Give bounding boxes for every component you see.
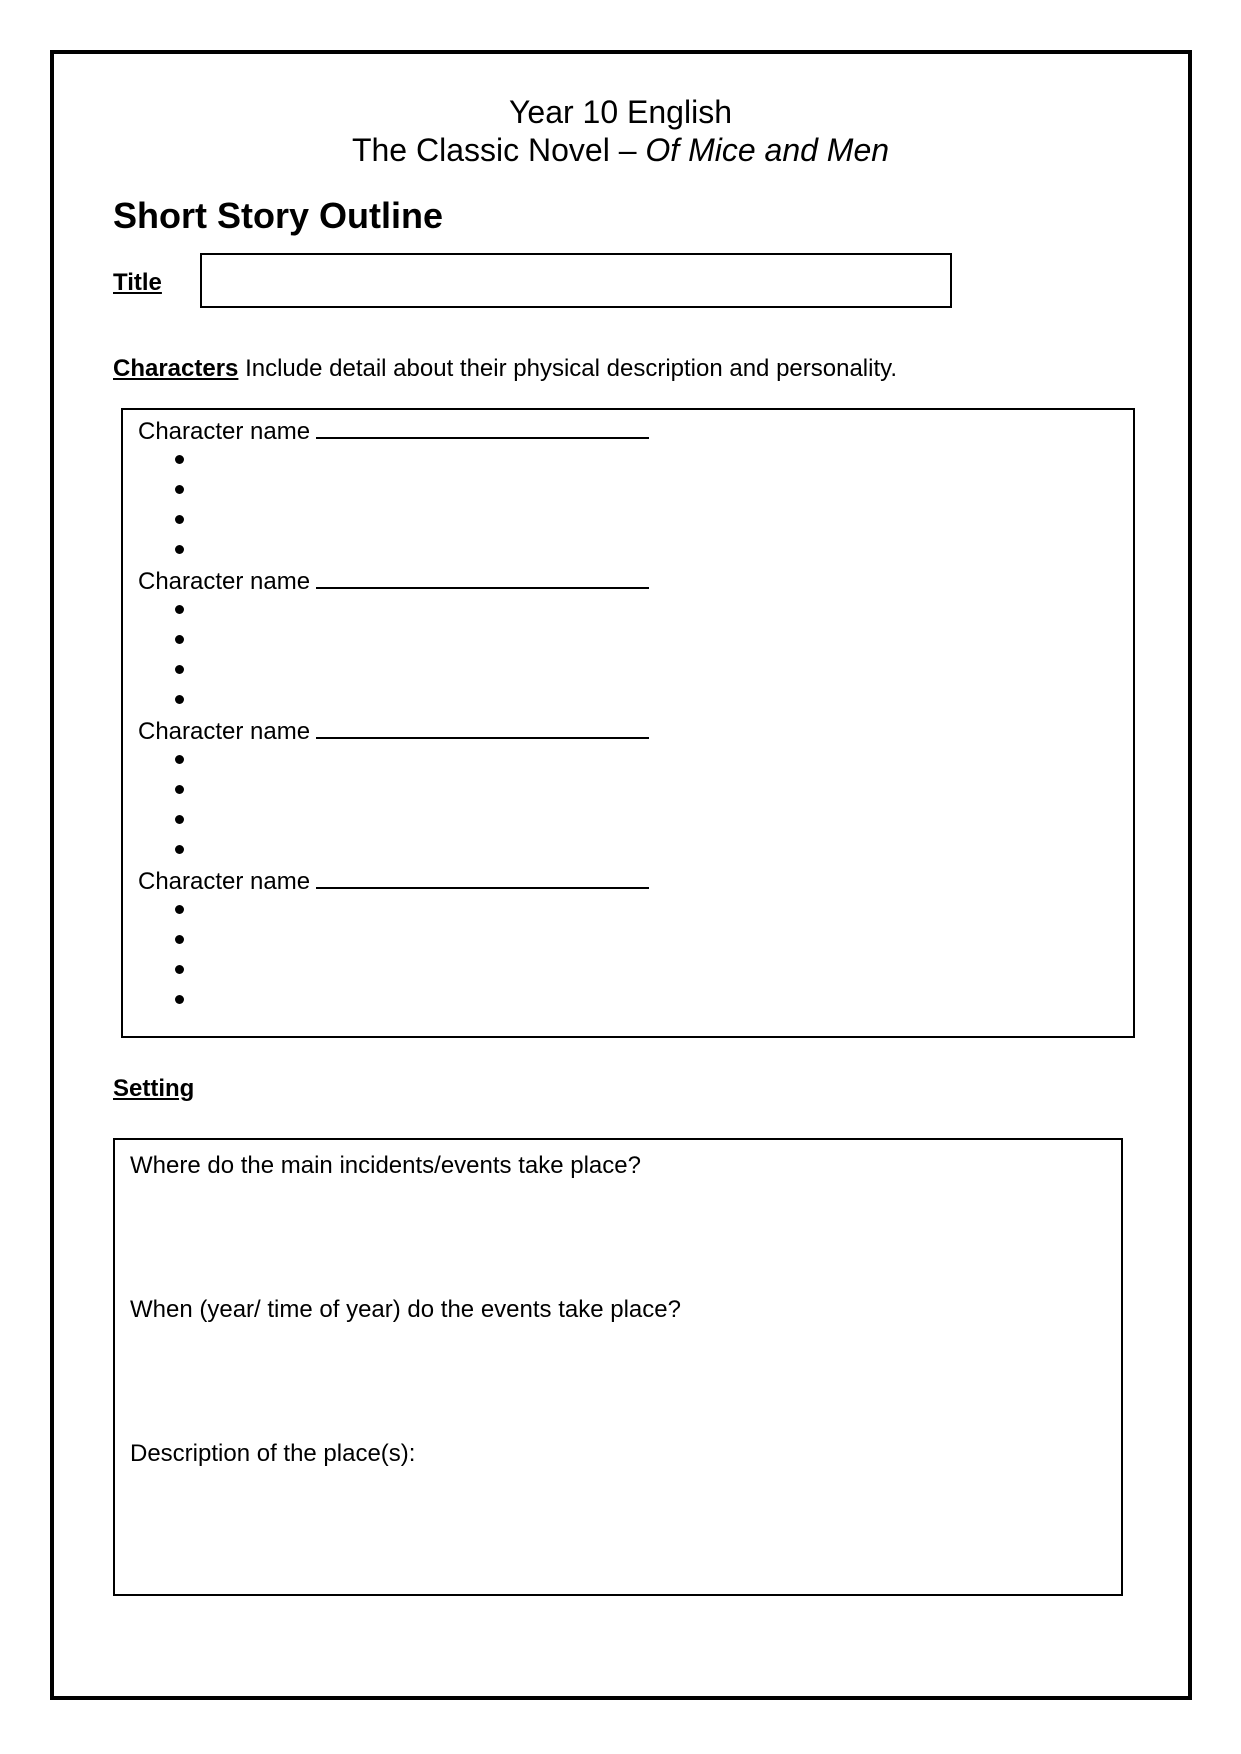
novel-title: Of Mice and Men — [645, 132, 890, 168]
bullet-point[interactable] — [138, 955, 649, 985]
character-name-label: Character name — [138, 568, 311, 595]
bullet-point[interactable] — [138, 985, 649, 1015]
setting-heading: Setting — [113, 1075, 195, 1102]
bullet-point[interactable] — [138, 925, 649, 955]
unit-title-prefix: The Classic Novel – — [351, 132, 646, 168]
character-name-row — [138, 565, 649, 595]
character-name-row — [138, 865, 649, 895]
bullet-point[interactable] — [138, 775, 649, 805]
characters-box — [121, 408, 1135, 1038]
characters-heading — [113, 355, 897, 383]
bullet-point[interactable] — [138, 745, 649, 775]
bullet-point[interactable] — [138, 535, 649, 565]
setting-question-where: Where do the main incidents/events take place? — [130, 1152, 641, 1179]
character-name-input-line[interactable] — [316, 415, 649, 439]
character-name-label: Character name — [138, 418, 311, 445]
characters-instruction: Include detail about their physical description and personality. — [238, 355, 898, 382]
title-label: Title — [113, 269, 162, 296]
character-name-input-line[interactable] — [316, 565, 649, 589]
character-entry — [138, 715, 649, 865]
character-entry — [138, 865, 649, 1015]
character-entry — [138, 415, 649, 565]
bullet-point[interactable] — [138, 655, 649, 685]
bullet-point[interactable] — [138, 805, 649, 835]
characters-label: Characters — [113, 355, 239, 382]
worksheet-title: Short Story Outline — [113, 195, 444, 236]
bullet-point[interactable] — [138, 625, 649, 655]
bullet-point[interactable] — [138, 595, 649, 625]
character-name-row — [138, 715, 649, 745]
setting-question-description: Description of the place(s): — [130, 1440, 416, 1467]
bullet-point[interactable] — [138, 445, 649, 475]
bullet-point[interactable] — [138, 505, 649, 535]
character-entry — [138, 565, 649, 715]
character-name-input-line[interactable] — [316, 715, 649, 739]
unit-title — [0, 131, 1241, 169]
character-name-row — [138, 415, 649, 445]
character-name-input-line[interactable] — [316, 865, 649, 889]
bullet-point[interactable] — [138, 835, 649, 865]
character-name-label: Character name — [138, 718, 311, 745]
course-title: Year 10 English — [509, 94, 732, 130]
setting-box[interactable] — [113, 1138, 1123, 1596]
title-input-box[interactable] — [200, 253, 952, 308]
bullet-point[interactable] — [138, 895, 649, 925]
bullet-point[interactable] — [138, 475, 649, 505]
setting-question-when: When (year/ time of year) do the events take place? — [130, 1296, 681, 1323]
bullet-point[interactable] — [138, 685, 649, 715]
character-name-label: Character name — [138, 868, 311, 895]
